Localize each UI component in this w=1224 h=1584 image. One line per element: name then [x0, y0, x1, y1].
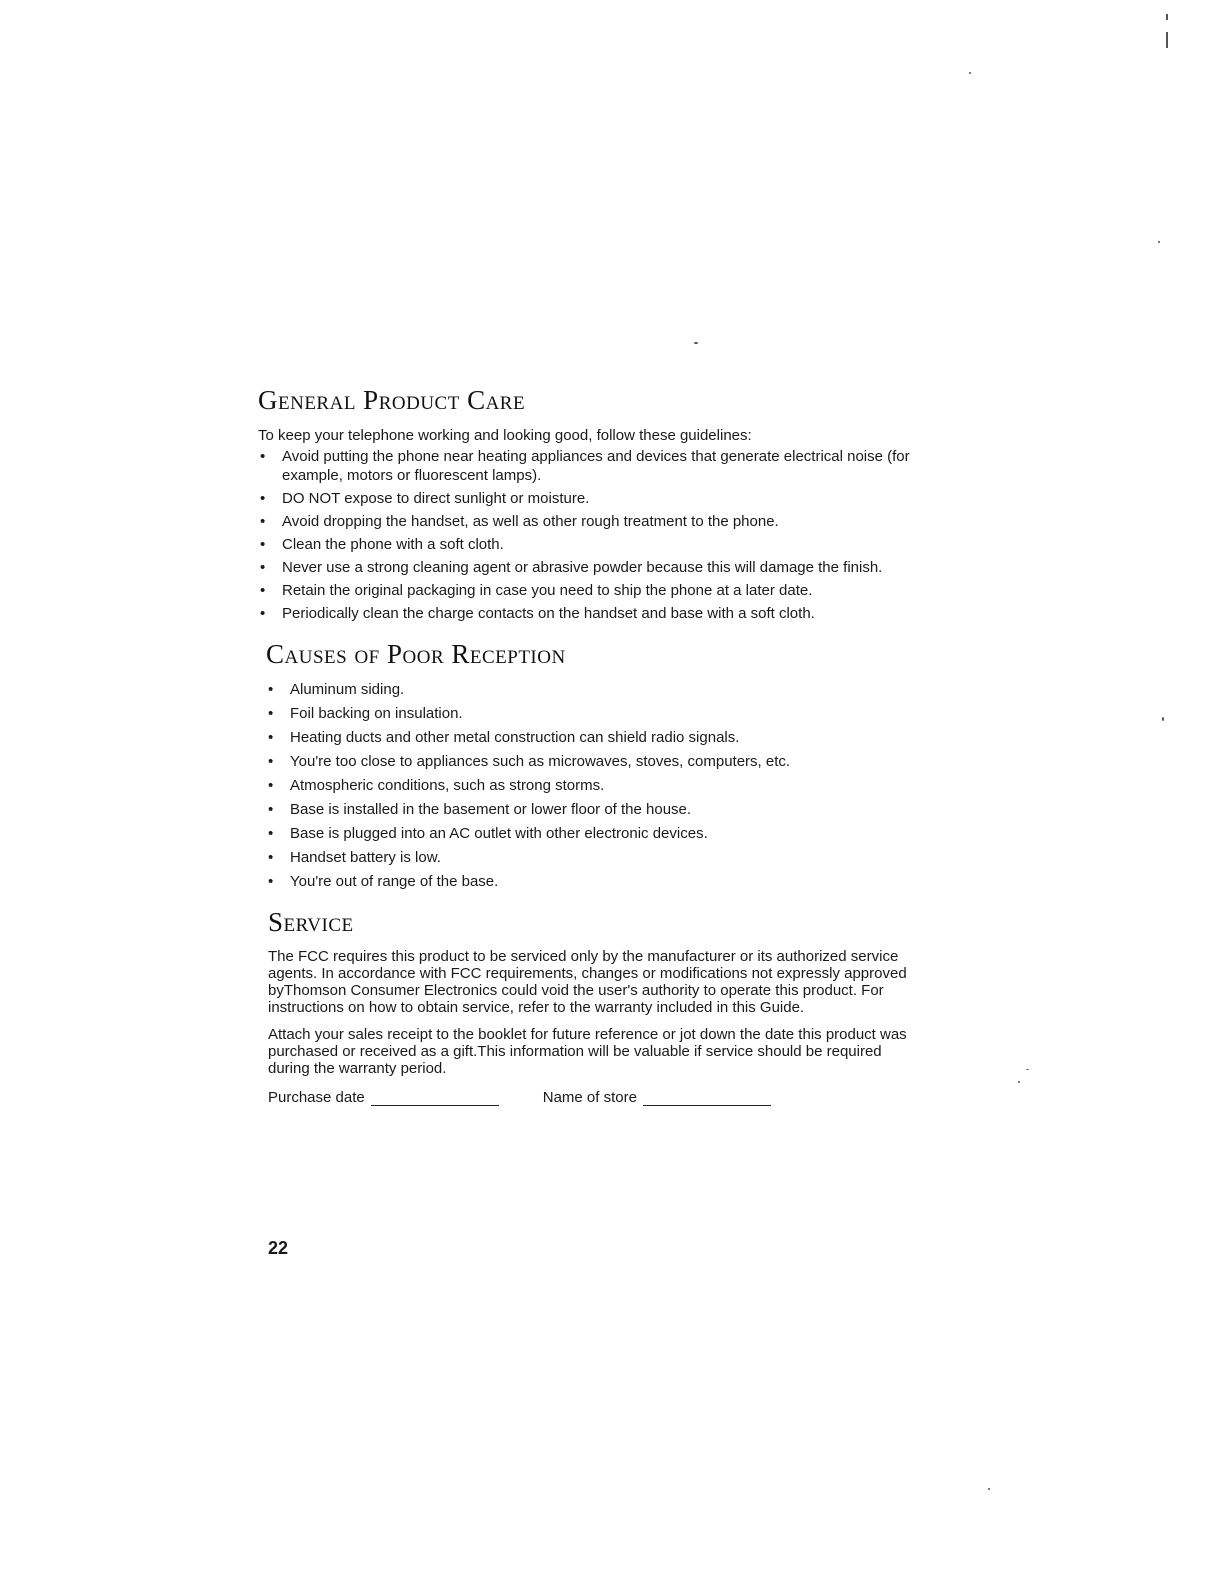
bullet-icon: •	[260, 448, 266, 465]
poor-reception-heading: Causes of Poor Reception	[266, 639, 566, 669]
list-item: • Avoid putting the phone near heating appliances and devices that generate electrical noise (for example, motors or fluorescent lamps).	[260, 448, 910, 484]
bullet-icon: •	[268, 729, 274, 746]
care-intro-text: To keep your telephone working and looking good, follow these guidelines:	[258, 427, 752, 444]
list-item: • Base is installed in the basement or lower floor of the house.	[268, 801, 692, 818]
list-item: • Never use a strong cleaning agent or abrasive powder because this will damage the finish.	[260, 559, 883, 576]
bullet-icon: •	[260, 582, 266, 599]
bullet-icon: •	[268, 753, 274, 770]
list-item: • Aluminum siding.	[268, 681, 405, 698]
bullet-icon: •	[260, 513, 266, 530]
list-item: • Atmospheric conditions, such as strong storms.	[268, 777, 605, 794]
purchase-date-label: Purchase date	[268, 1089, 365, 1106]
bullet-icon: •	[260, 605, 266, 622]
reception-causes-list	[266, 680, 918, 891]
general-product-care-section	[258, 385, 918, 623]
bullet-icon: •	[268, 681, 274, 698]
list-item: • Handset battery is low.	[268, 849, 441, 866]
care-guidelines-list	[258, 447, 918, 623]
list-item: • You're out of range of the base.	[268, 873, 499, 890]
bullet-icon: •	[268, 801, 274, 818]
page-number: 22	[268, 1238, 289, 1258]
bullet-icon: •	[268, 705, 274, 722]
scan-speck	[694, 342, 698, 344]
scan-speck	[969, 72, 971, 74]
list-item: • DO NOT expose to direct sunlight or moisture.	[260, 490, 590, 507]
list-item: • Base is plugged into an AC outlet with other electronic devices.	[268, 825, 708, 842]
purchase-date-blank	[371, 1091, 499, 1106]
scan-speck	[1162, 717, 1164, 721]
scan-speck	[1158, 241, 1160, 243]
scan-speck	[988, 1488, 990, 1490]
store-name-blank	[643, 1091, 771, 1106]
service-heading: Service	[268, 907, 354, 937]
scan-speck	[1018, 1081, 1020, 1083]
list-item: • Clean the phone with a soft cloth.	[260, 536, 504, 553]
service-receipt-paragraph: Attach your sales receipt to the booklet for future reference or jot down the date this product was purchased or received as a gift.This information will be valuable if service should be required during the warranty period.	[268, 1026, 907, 1077]
list-item: • Avoid dropping the handset, as well as other rough treatment to the phone.	[260, 513, 779, 530]
bullet-icon: •	[268, 825, 274, 842]
bullet-icon: •	[260, 490, 266, 507]
service-fcc-paragraph: The FCC requires this product to be serviced only by the manufacturer or its authorized service agents. In accordance with FCC requirements, changes or modifications not expressly approved byThomson Consumer Electronics could void the user's authority to operate this product. For instructions on how to obtain service, refer to the warranty included in this Guide.	[268, 948, 907, 1016]
scan-speck	[1026, 1069, 1029, 1070]
service-section	[268, 907, 918, 1106]
purchase-info-row	[268, 1089, 918, 1106]
manual-page	[258, 385, 918, 1106]
bullet-icon: •	[260, 536, 266, 553]
scan-speck	[1166, 32, 1168, 48]
list-item: • You're too close to appliances such as microwaves, stoves, computers, etc.	[268, 753, 791, 770]
list-item: • Foil backing on insulation.	[268, 705, 463, 722]
store-name-label: Name of store	[542, 1089, 637, 1106]
list-item: • Retain the original packaging in case you need to ship the phone at a later date.	[260, 582, 813, 599]
bullet-icon: •	[268, 849, 274, 866]
bullet-icon: •	[268, 777, 274, 794]
bullet-icon: •	[268, 873, 274, 890]
scan-speck	[1166, 14, 1168, 20]
bullet-icon: •	[260, 559, 266, 576]
poor-reception-section	[266, 639, 918, 891]
list-item: • Periodically clean the charge contacts on the handset and base with a soft cloth.	[260, 605, 815, 622]
general-product-care-heading: General Product Care	[258, 385, 526, 415]
list-item: • Heating ducts and other metal construction can shield radio signals.	[268, 729, 740, 746]
